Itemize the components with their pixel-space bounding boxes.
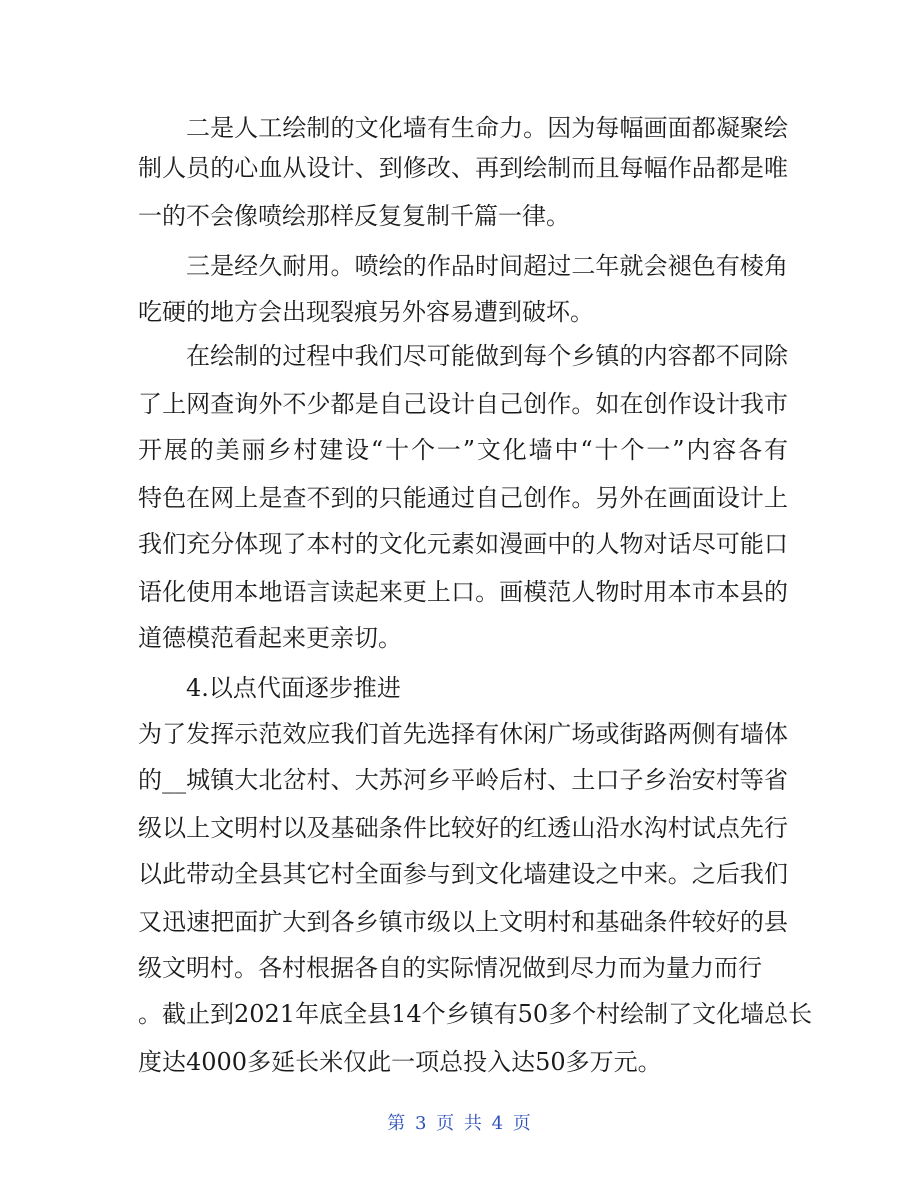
paragraph-line: 在绘制的过程中我们尽可能做到每个乡镇的内容都不同除 (186, 342, 788, 370)
section-heading: 4.以点代面逐步推进 (186, 674, 401, 702)
paragraph-line: 特色在网上是查不到的只能通过自己创作。另外在画面设计上 (138, 484, 788, 512)
paragraph-line: 一的不会像喷绘那样反复复制千篇一律。 (138, 202, 570, 230)
paragraph-line: 我们充分体现了本村的文化元素如漫画中的人物对话尽可能口 (138, 530, 788, 558)
paragraph-line: 为了发挥示范效应我们首先选择有休闲广场或街路两侧有墙体 (138, 720, 788, 748)
paragraph-line: 制人员的心血从设计、到修改、再到绘制而且每幅作品都是唯 (138, 154, 788, 182)
paragraph-line: 二是人工绘制的文化墙有生命力。因为每幅画面都凝聚绘 (186, 114, 788, 142)
paragraph-line: 道德模范看起来更亲切。 (138, 624, 402, 652)
paragraph-line: 了上网查询外不少都是自己设计自己创作。如在创作设计我市 (138, 390, 788, 418)
paragraph-line: 开展的美丽乡村建设“十个一”文化墙中“十个一”内容各有 (138, 436, 788, 464)
paragraph-line: 级文明村。各村根据各自的实际情况做到尽力而为量力而行 (138, 954, 762, 982)
page-number-footer: 第 3 页 共 4 页 (387, 1113, 533, 1134)
paragraph-line: 。截止到2021年底全县14个乡镇有50多个村绘制了文化墙总长 (138, 1000, 813, 1028)
paragraph-line: 度达4000多延长米仅此一项总投入达50多万元。 (138, 1048, 662, 1076)
paragraph-line: 的__城镇大北岔村、大苏河乡平岭后村、土口子乡治安村等省 (138, 766, 788, 794)
paragraph-line: 以此带动全县其它村全面参与到文化墙建设之中来。之后我们 (138, 860, 788, 888)
paragraph-line: 级以上文明村以及基础条件比较好的红透山沿水沟村试点先行 (138, 814, 788, 842)
paragraph-line: 三是经久耐用。喷绘的作品时间超过二年就会褪色有棱角 (186, 252, 788, 280)
paragraph-line: 又迅速把面扩大到各乡镇市级以上文明村和基础条件较好的县 (138, 908, 788, 936)
paragraph-line: 吃硬的地方会出现裂痕另外容易遭到破坏。 (138, 298, 594, 326)
paragraph-line: 语化使用本地语言读起来更上口。画模范人物时用本市本县的 (138, 578, 788, 606)
